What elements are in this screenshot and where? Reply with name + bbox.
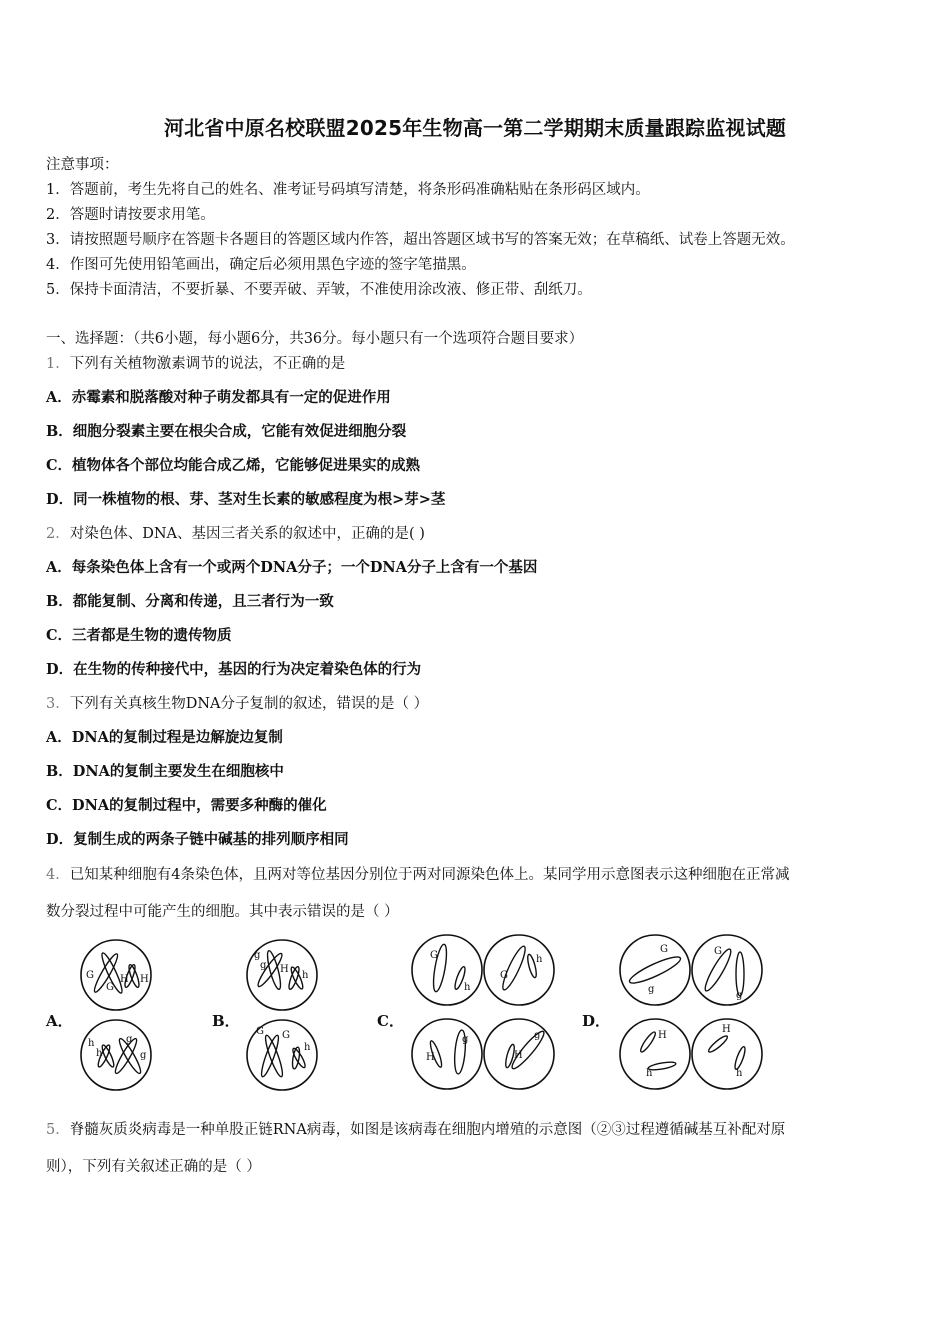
gene-label: G [106, 982, 114, 993]
gene-label: g [254, 950, 261, 961]
notice-item: 4．作图可先使用铅笔画出，确定后必须用黑色字迹的签字笔描黑。 [46, 257, 476, 273]
gene-label: G [714, 946, 722, 957]
figure-label-d: D． [582, 1012, 611, 1030]
notice-item: 1．答题前，考生先将自己的姓名、准考证号码填写清楚，将条形码准确粘贴在条形码区域内。 [46, 182, 650, 198]
question-number: 4． [46, 867, 70, 883]
question-4-stem-cont: 数分裂过程中可能产生的细胞。其中表示错误的是（ ） [46, 904, 399, 920]
gene-label: G [660, 944, 668, 955]
option: A．每条染色体上含有一个或两个DNA分子；一个DNA分子上含有一个基因 [46, 559, 538, 576]
notice-item: 5．保持卡面清洁，不要折暴、不要弄破、弄皱，不准使用涂改液、修正带、刮纸刀。 [46, 282, 592, 298]
option: C．植物体各个部位均能合成乙烯，它能够促进果实的成熟 [46, 457, 421, 474]
gene-label: g [260, 960, 267, 971]
gene-label: G [282, 1030, 290, 1041]
page-title: 河北省中原名校联盟2025年生物高一第二学期期末质量跟踪监视试题 [163, 116, 787, 140]
section-heading: 一、选择题：（共6小题，每小题6分，共36分。每小题只有一个选项符合题目要求） [46, 331, 584, 347]
figure-label-b: B． [212, 1012, 240, 1030]
question-number: 2． [46, 526, 70, 542]
gene-label: h [302, 970, 309, 981]
gene-label: g [126, 1034, 133, 1045]
option: C．DNA的复制过程中，需要多种酶的催化 [46, 797, 327, 814]
option: D．在生物的传种接代中，基因的行为决定着染色体的行为 [46, 661, 422, 678]
figure-label-c: C． [377, 1012, 404, 1030]
question-3-stem [46, 692, 428, 713]
gene-label: H [722, 1024, 731, 1035]
option: B．都能复制、分离和传递，且三者行为一致 [46, 593, 334, 610]
gene-label: G [86, 970, 94, 981]
gene-label: g [648, 984, 655, 995]
question-text: 下列有关植物激素调节的说法，不正确的是 [69, 356, 346, 372]
figure-label-a: A． [46, 1012, 73, 1030]
gene-label: h [646, 1068, 653, 1079]
question-5-stem-cont: 则），下列有关叙述正确的是（ ） [46, 1159, 261, 1175]
gene-label: H [280, 964, 289, 975]
cell-diagram-c [410, 930, 558, 1094]
gene-label: h [88, 1038, 95, 1049]
option: B．细胞分裂素主要在根尖合成，它能有效促进细胞分裂 [46, 423, 407, 440]
gene-label: g [462, 1034, 469, 1045]
gene-label: G [256, 1026, 264, 1037]
question-number: 1． [46, 356, 70, 372]
option: C．三者都是生物的遗传物质 [46, 627, 232, 644]
gene-label: g [736, 990, 743, 1001]
question-text: 已知某种细胞有4条染色体，且两对等位基因分别位于两对同源染色体上。某同学用示意图表示这种细胞在正常减 [69, 867, 790, 883]
notice-heading: 注意事项： [46, 157, 119, 173]
gene-label: h [304, 1042, 311, 1053]
option: D．复制生成的两条子链中碱基的排列顺序相同 [46, 831, 349, 848]
gene-label: g [140, 1050, 147, 1061]
question-1-stem [46, 352, 345, 373]
question-number: 3． [46, 696, 70, 712]
gene-label: H [514, 1050, 523, 1061]
cell-diagram-d [618, 930, 766, 1094]
gene-label: h [96, 1048, 103, 1059]
question-text: 下列有关真核生物DNA分子复制的叙述，错误的是（ ） [69, 696, 429, 712]
notice-item: 3．请按照题号顺序在答题卡各题目的答题区域内作答，超出答题区域书写的答案无效；在草稿纸、试卷上答题无效。 [46, 232, 795, 248]
gene-label: G [500, 970, 508, 981]
gene-label: G [430, 950, 438, 961]
question-4-stem [46, 863, 789, 884]
gene-label: g [534, 1030, 541, 1041]
question-text: 对染色体、DNA、基因三者关系的叙述中，正确的是( ) [69, 526, 425, 542]
gene-label: h [736, 1068, 743, 1079]
question-text: 脊髓灰质炎病毒是一种单股正链RNA病毒，如图是该病毒在细胞内增殖的示意图（②③过程遵循碱基互补配对原 [69, 1122, 786, 1138]
cell-diagram-b [242, 938, 326, 1094]
cell-diagram-a [76, 938, 160, 1094]
gene-label: H [426, 1052, 435, 1063]
gene-label: H [120, 974, 129, 985]
gene-label: h [536, 954, 543, 965]
option: B．DNA的复制主要发生在细胞核中 [46, 763, 284, 780]
option: A．DNA的复制过程是边解旋边复制 [46, 729, 283, 746]
notice-item: 2．答题时请按要求用笔。 [46, 207, 215, 223]
question-number: 5． [46, 1122, 70, 1138]
gene-label: H [140, 974, 149, 985]
question-2-stem [46, 522, 425, 543]
gene-label: H [658, 1030, 667, 1041]
option: A．赤霉素和脱落酸对种子萌发都具有一定的促进作用 [46, 389, 391, 406]
option: D．同一株植物的根、芽、茎对生长素的敏感程度为根>芽>茎 [46, 491, 446, 508]
question-5-stem [46, 1118, 785, 1139]
gene-label: h [464, 982, 471, 993]
